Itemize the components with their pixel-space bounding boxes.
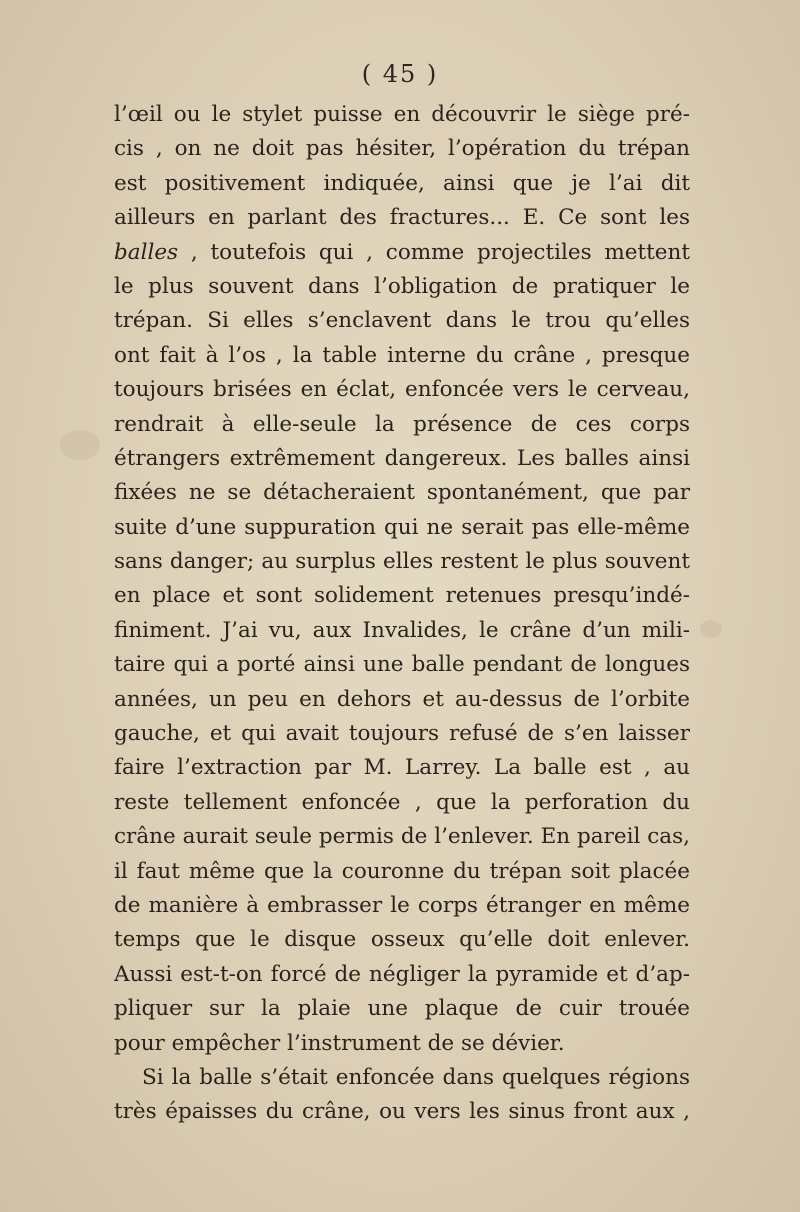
text-line: cis , on ne doit pas hésiter, l’opération du trépan — [114, 136, 690, 162]
text-line: de manière à embrasser le corps étranger en même — [114, 892, 690, 918]
text-line: reste tellement enfoncée , que la perforation du — [114, 789, 690, 815]
text-line: toujours brisées en éclat, enfoncée vers le cerveau, — [114, 377, 690, 403]
text-line: il faut même que la couronne du trépan soit placée — [114, 858, 690, 884]
paragraph-first-line: Si la balle s’était enfoncée dans quelques régions — [142, 1064, 690, 1090]
text-line: étrangers extrêmement dangereux. Les balles ainsi — [114, 445, 690, 471]
body-text — [114, 98, 690, 1130]
text-line: le plus souvent dans l’obligation de pratiquer le — [114, 273, 690, 299]
paper-stain — [60, 430, 100, 460]
text-line: Aussi est-t-on forcé de négliger la pyramide et d’ap- — [114, 961, 690, 987]
text-line: faire l’extraction par M. Larrey. La balle est , au — [114, 755, 690, 781]
text-line: pour empêcher l’instrument de se dévier. — [114, 1030, 565, 1056]
paper-stain — [700, 620, 722, 638]
text-line: rendrait à elle-seule la présence de ces corps — [114, 411, 690, 437]
text-line: trépan. Si elles s’enclavent dans le trou qu’elles — [114, 308, 690, 334]
text-line: en place et sont solidement retenues presqu’indé- — [114, 583, 690, 609]
text-line: pliquer sur la plaie une plaque de cuir trouée — [114, 996, 690, 1022]
page-number: ( 45 ) — [361, 60, 439, 88]
text-line: balles , toutefois qui , comme projectiles mettent — [114, 239, 690, 265]
text-line: années, un peu en dehors et au-dessus de l’orbite — [114, 686, 690, 712]
text-line: très épaisses du crâne, ou vers les sinus front aux , — [114, 1099, 690, 1125]
text-line: sans danger; au surplus elles restent le plus souvent — [114, 549, 690, 575]
text-line: ailleurs en parlant des fractures... E. Ce sont les — [114, 205, 690, 231]
text-line: ont fait à l’os , la table interne du crâne , presque — [114, 342, 690, 368]
text-line: crâne aurait seule permis de l’enlever. En pareil cas, — [114, 824, 690, 850]
text-line: finiment. J’ai vu, aux Invalides, le crâne d’un mili- — [114, 617, 690, 643]
text-line: temps que le disque osseux qu’elle doit enlever. — [114, 927, 690, 953]
text-line: fixées ne se détacheraient spontanément, que par — [114, 480, 690, 506]
text-line: suite d’une suppuration qui ne serait pas elle-même — [114, 514, 690, 540]
text-line: taire qui a porté ainsi une balle pendant de longues — [114, 652, 690, 678]
text-line: est positivement indiquée, ainsi que je l’ai dit — [114, 170, 690, 196]
text-line: gauche, et qui avait toujours refusé de s’en laisser — [114, 721, 690, 747]
text-line: l’œil ou le stylet puisse en découvrir le siège pré- — [114, 102, 690, 127]
